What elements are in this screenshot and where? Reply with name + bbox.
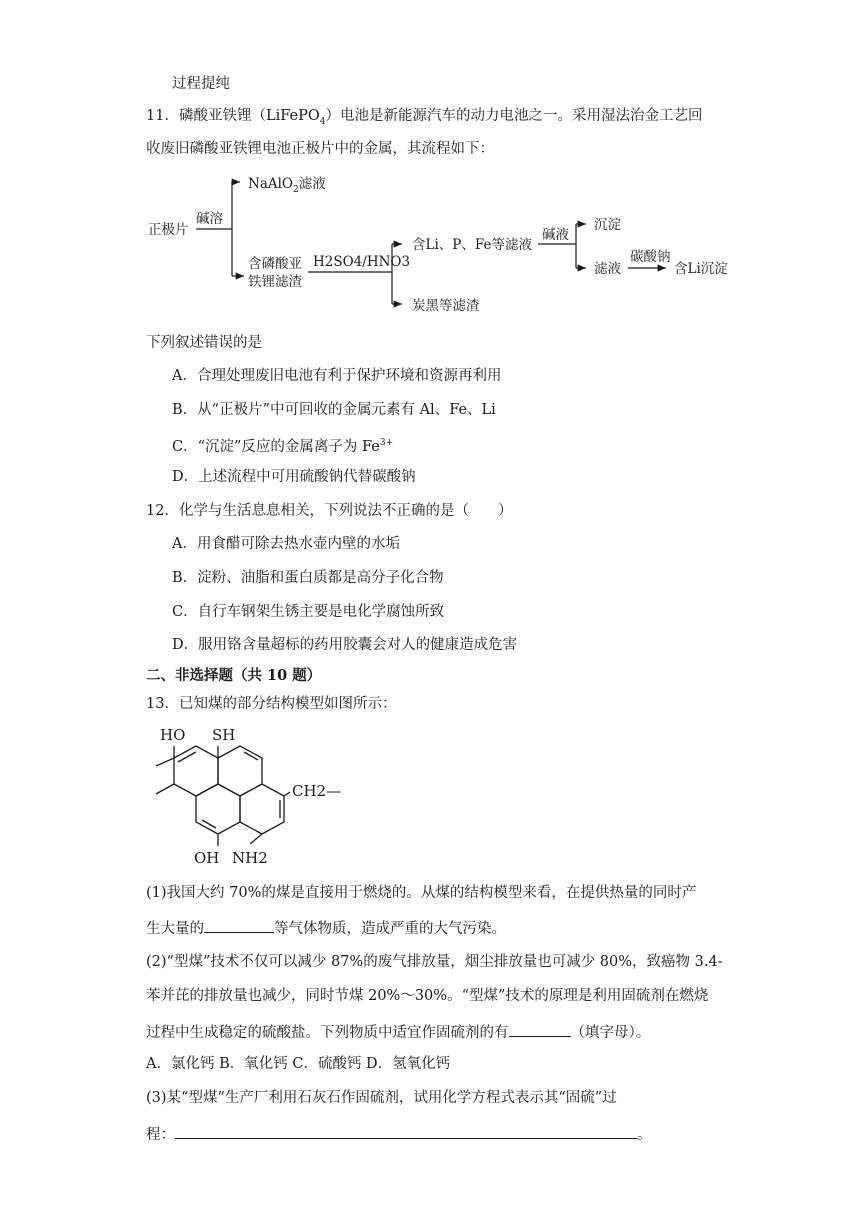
q12-option-b: B．淀粉、油脂和蛋白质都是高分子化合物 <box>172 570 444 586</box>
q11-option-a: A．合理处理废旧电池有利于保护环境和资源再利用 <box>172 368 502 384</box>
flowchart <box>140 168 760 328</box>
flow-reagent: 碳酸钠 <box>630 249 671 265</box>
q13-part1-line1: (1)我国大约 70%的煤是直接用于燃烧的。从煤的结构模型来看，在提供热量的同时产 <box>146 885 697 901</box>
mol-oh: OH <box>194 849 220 867</box>
q13-part2-line2: 苯并芘的排放量也减少，同时节煤 20%～30%。“型煤”技术的原理是利用固硫剂在燃烧 <box>146 988 709 1004</box>
answer-blank-2[interactable] <box>509 1020 571 1037</box>
q12-option-a: A．用食醋可除去热水壶内壁的水垢 <box>172 536 400 552</box>
answer-blank-1[interactable] <box>204 916 274 933</box>
q12-option-d: D．服用铬含量超标的药用胶囊会对人的健康造成危害 <box>172 637 518 653</box>
flow-residue-1: 含磷酸亚 <box>248 256 302 272</box>
q11-option-b: B．从“正极片”中可回收的金属元素有 Al、Fe、Li <box>172 402 496 418</box>
mol-sh: SH <box>212 726 236 744</box>
flow-out1: NaAlO$_2$滤液 <box>248 176 326 195</box>
flow-acid: H2SO4/HNO3 <box>313 254 411 270</box>
q11-option-c: C．“沉淀”反应的金属离子为 $Fe^{3+}$ <box>172 438 394 455</box>
flow-base: 碱液 <box>542 227 569 243</box>
mol-nh2: NH2 <box>232 849 268 867</box>
q13-part3-line1: (3)某“型煤”生产厂利用石灰石作固硫剂，试用化学方程式表示其“固硫”过 <box>146 1090 617 1106</box>
q13-stem: 13．已知煤的部分结构模型如图所示： <box>146 696 397 712</box>
q13-part2-line1: (2)“型煤”技术不仅可以减少 87%的废气排放量，烟尘排放量也可减少 80%，致癌物 3.4- <box>146 954 723 970</box>
q12-option-c: C．自行车钢架生锈主要是电化学腐蚀所致 <box>172 604 445 620</box>
q11-option-d: D．上述流程中可用硫酸钠代替碳酸钠 <box>172 469 416 485</box>
flow-liquid: 滤液 <box>594 261 621 277</box>
q11-prompt: 下列叙述错误的是 <box>146 335 262 351</box>
flow-step1: 碱溶 <box>196 211 223 227</box>
answer-blank-3[interactable] <box>175 1122 637 1139</box>
q11-stem-line1: 11．磷酸亚铁锂（LiFePO$_4$）电池是新能源汽车的动力电池之一。采用湿法治金工艺回 <box>146 108 703 127</box>
flow-start: 正极片 <box>148 222 189 238</box>
q13-part2-line3: 过程中生成稳定的硫酸盐。下列物质中适宜作固硫剂的有 （填字母）。 <box>146 1020 650 1043</box>
flow-precip: 沉淀 <box>594 217 621 233</box>
flow-filtrate: 含Li、P、Fe等滤液 <box>412 237 532 253</box>
top-text: 过程提纯 <box>172 76 230 92</box>
flow-product: 含Li沉淀 <box>674 261 728 277</box>
flow-residue-2: 铁锂滤渣 <box>248 274 302 290</box>
section-heading: 二、非选择题（共 10 题） <box>146 667 322 684</box>
q13-part2-options: A．氯化钙 B．氧化钙 C．硫酸钙 D．氢氧化钙 <box>146 1056 451 1072</box>
mol-ch2: CH2— <box>292 782 342 800</box>
q13-part3-line2: 程： 。 <box>146 1122 652 1145</box>
q13-part1-line2: 生大量的 等气体物质，造成严重的大气污染。 <box>146 916 506 939</box>
q12-stem: 12．化学与生活息息相关，下列说法不正确的是（ ） <box>146 503 513 519</box>
coal-structure-diagram <box>140 722 342 872</box>
q11-stem-line2: 收废旧磷酸亚铁锂电池正极片中的金属，其流程如下： <box>146 141 494 157</box>
mol-ho: HO <box>160 726 186 744</box>
flow-carbon: 炭黑等滤渣 <box>412 298 480 314</box>
